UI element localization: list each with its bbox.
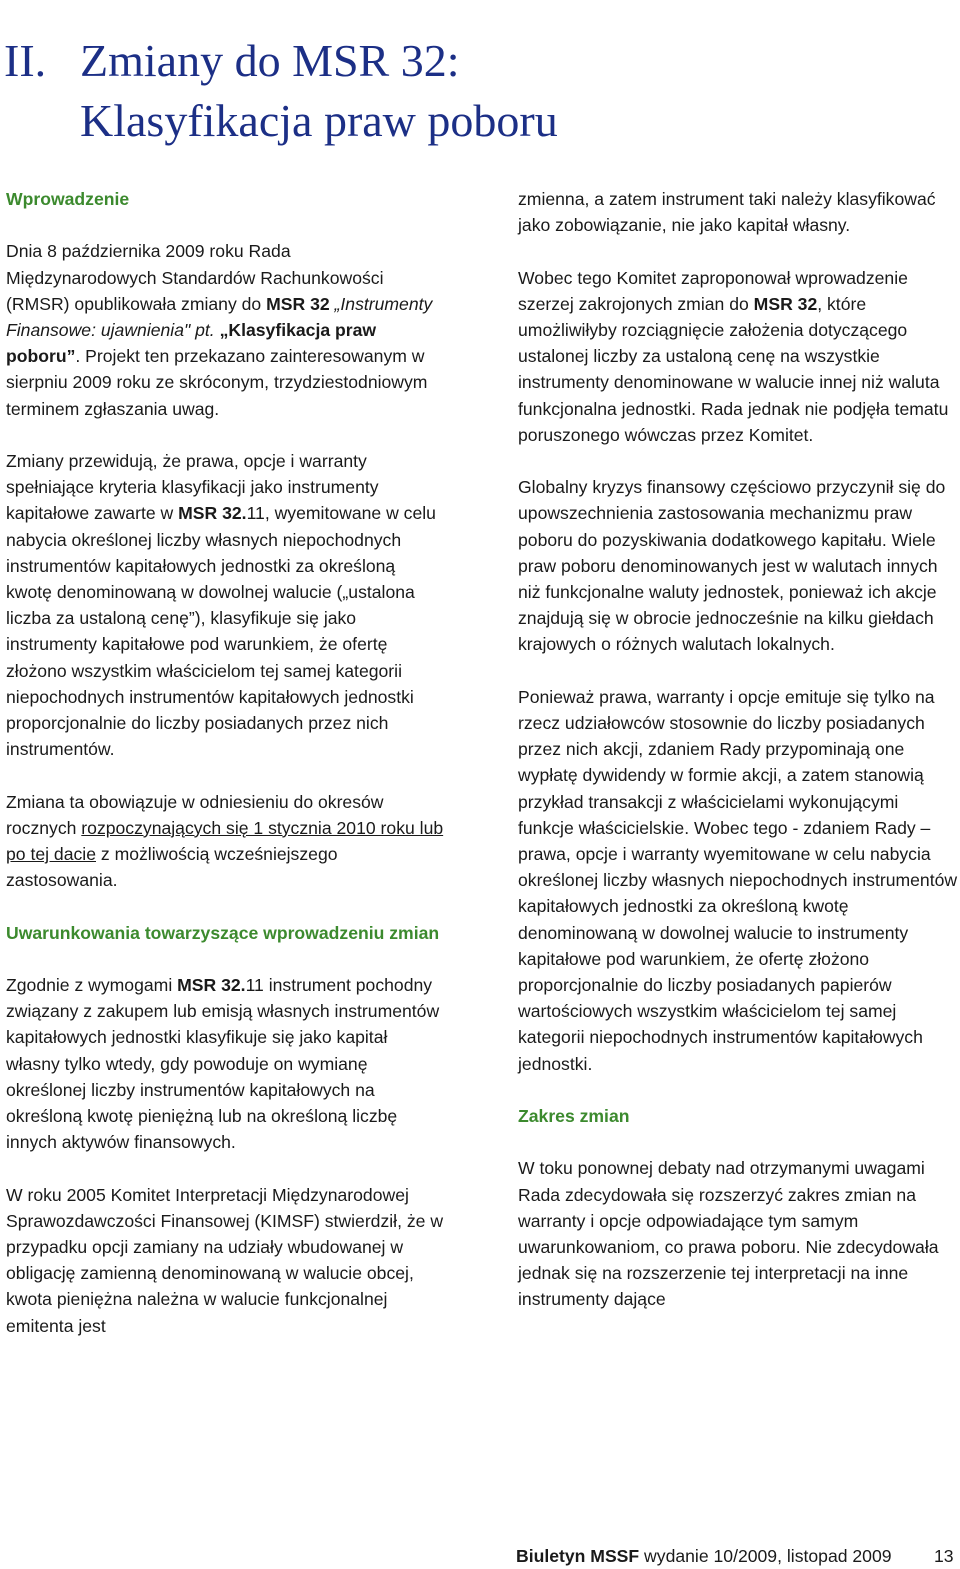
standard-ref: MSR 32. [177,975,246,996]
paragraph-kimsf: W roku 2005 Komitet Interpretacji Międzynarodowej Sprawozdawczości Finansowej (KIMSF) stwierdził, że w przypadku opcji zamiany na udziały wbudowanej w obligację zamienną denominowaną w walucie obcej, kwota pieniężna należna w walucie funkcjonalnej emitenta jest [6,1184,444,1336]
text: z możliwością wcześniejszego zastosowania. [6,844,338,891]
text: , które umożliwiłyby rozciągnięcie założenia dotyczącego ustalonej liczby za ustaloną cenę na wszystkie instrumenty denominowane w walucie innej niż waluta funkcjonalna jednostki. Rada jednak nie podjęła tematu poruszonego wówczas przez Komitet. [518,293,949,445]
text: Dnia 8 października 2009 roku Rada Międzynarodowych Standardów Rachunkowości (RMSR) opublikowała zmiany do [6,241,384,314]
effective-date-underlined: rozpoczynających się 1 stycznia 2010 roku lub po tej dacie [6,817,444,865]
standard-ref: MSR 32 [266,293,330,314]
standard-title: „Instrumenty Finansowe: ujawnienia" pt. [6,293,433,340]
standard-ref: MSR 32 [753,293,818,314]
text: Zgodnie z wymogami [6,975,178,996]
text: Zmiana ta obowiązuje w odniesieniu do okresów rocznych [6,791,384,838]
publication-title: Biuletyn MSSF [516,1546,640,1566]
title-line-1: Zmiany do MSR 32: [80,34,460,86]
text: . Projekt ten przekazano zainteresowanym w sierpniu 2009 roku ze skróconym, trzydziestodniowym terminem zgłaszania uwag. [6,346,428,419]
heading-conditions: Uwarunkowania towarzyszące wprowadzeniu zmian [6,922,440,943]
standard-ref: MSR 32. [178,503,247,524]
amendment-title: „Klasyfikacja praw poboru” [6,320,377,367]
page-number: 13 [934,1546,954,1566]
paragraph-continuation: zmienna, a zatem instrument taki należy klasyfikować jako zobowiązanie, nie jako kapitał własny. [518,189,936,236]
right-column [518,186,958,1339]
publication-name [516,1544,892,1569]
paragraph-changes [6,448,446,762]
paragraph-effective-date [6,789,446,894]
paragraph-committee [518,265,958,448]
section-number: II. [4,34,47,86]
text: 11 instrument pochodny związany z zakupem lub emisją własnych instrumentów kapitałowych jednostki klasyfikuje się jako kapitał własny tylko wtedy, gdy powoduje on wymianę określonej liczby instrumentów kapitałowych na określoną kwotę pieniężną lub na określoną liczbę innych aktywów finansowych. [6,975,440,1153]
heading-introduction: Wprowadzenie [6,189,130,209]
text: 11, wyemitowane w celu nabycia określonej liczby własnych niepochodnych instrumentów kapitałowych jednostki za określoną kwotę denominowaną w dowolnej walucie („ustalona liczba za ustaloną cenę”), klasyfikuje się jako instrumenty kapitałowe pod warunkiem, że ofertę złożono wszystkim właścicielom tej samej kategorii niepochodnych instrumentów kapitałowych jednostki proporcjonalnie do liczby posiadanych przez nich instrumentów. [6,503,436,760]
page-footer [0,1544,960,1569]
left-column [6,186,446,1365]
paragraph-crisis: Globalny kryzys finansowy częściowo przyczynił się do upowszechnienia zastosowania mechanizmu praw poboru do pozyskiwania dodatkowego kapitału. Wiele praw poboru denominowanych jest w walutach innych niż funkcjonalne waluty jednostek, ponieważ ich akcje znajdują się w obrocie jednocześnie na kilku giełdach krajowych o różnych walutach lokalnych. [518,477,946,655]
paragraph-scope: W toku ponownej debaty nad otrzymanymi uwagami Rada zdecydowała się rozszerzyć zakres zmian na warranty i opcje odpowiadające tym samym uwarunkowaniom, co prawa poboru. Nie zdecydowała jednak się na rozszerzenie tej interpretacji na inne instrumenty dające [518,1158,939,1310]
text: Zmiany przewidują, że prawa, opcje i warranty spełniające kryteria klasyfikacji jako instrumenty kapitałowe zawarte w [6,451,379,524]
paragraph-intro [6,238,446,421]
text: Wobec tego Komitet zaproponował wprowadzenie szerzej zakrojonych zmian do [518,267,908,314]
page-title [0,31,940,151]
paragraph-rights: Ponieważ prawa, warranty i opcje emituje się tylko na rzecz udziałowców stosownie do liczby posiadanych przez nich akcji, zdaniem Rady przypominają one wypłatę dywidendy w formie akcji, a zatem stanowią przykład transakcji z właścicielami wykonującymi funkcje właścicielskie. Wobec tego - zdaniem Rady – prawa, opcje i warranty wyemitowane w celu nabycia określonej liczby własnych niepochodnych instrumentów kapitałowych jednostki za określoną kwotę denominowaną w dowolnej walucie to instrumenty kapitałowe pod warunkiem, że ofertę złożono proporcjonalnie do liczby posiadanych papierów wartościowych wszystkim właścicielom tej samej kategorii niepochodnych instrumentów kapitałowych jednostki. [518,686,958,1074]
heading-scope: Zakres zmian [518,1106,630,1127]
title-line-2: Klasyfikacja praw poboru [80,94,558,146]
paragraph-requirements [6,972,446,1155]
publication-issue: wydanie 10/2009, listopad 2009 [639,1546,892,1566]
